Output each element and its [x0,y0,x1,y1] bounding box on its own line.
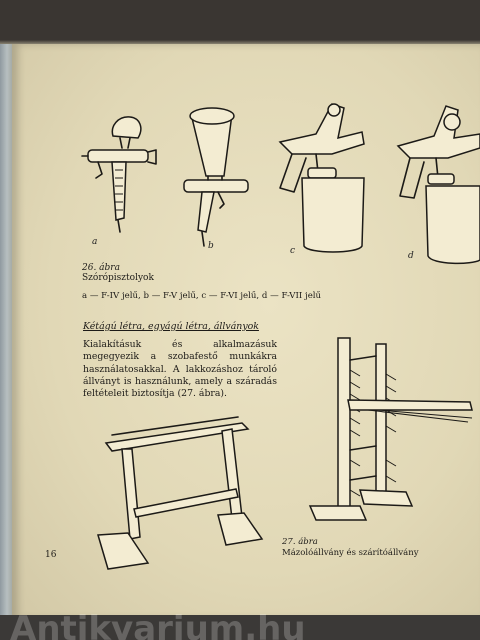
body-paragraph: Kialakításuk és alkalmazásuk megegyezik a szobafestő munkákra használatosakkal. A lakkozáshoz tároló állványt is használunk, amely a száradás feltételeit biztosítja (27. ábra). [83,339,277,400]
subfigure-label-b: b [208,241,214,251]
figure-1-number: 26. ábra [82,263,120,273]
spray-gun-d-icon [392,100,480,265]
spray-gun-a-icon [80,108,160,243]
drying-rack-icon [308,330,480,540]
figure-1-legend: a — F-IV jelű, b — F-V jelű, c — F-VI jelű, d — F-VII jelű [82,291,322,301]
trestle-icon [92,405,272,575]
subfigure-label-a: a [92,237,98,247]
watermark-text: Antikvarium.hu [10,612,306,640]
page-number: 16 [45,550,57,560]
figure-2-number: 27. ábra [282,537,318,547]
spray-gun-b-icon [178,100,258,250]
figure-2-title: Mázolóállvány és szárítóállvány [282,548,419,558]
figure-1-title: Szórópisztolyok [82,273,154,283]
spray-gun-c-icon [272,96,372,256]
subfigure-label-c: c [290,246,296,256]
section-heading: Kétágú létra, egyágú létra, állványok [83,321,259,332]
subfigure-label-d: d [408,251,414,261]
